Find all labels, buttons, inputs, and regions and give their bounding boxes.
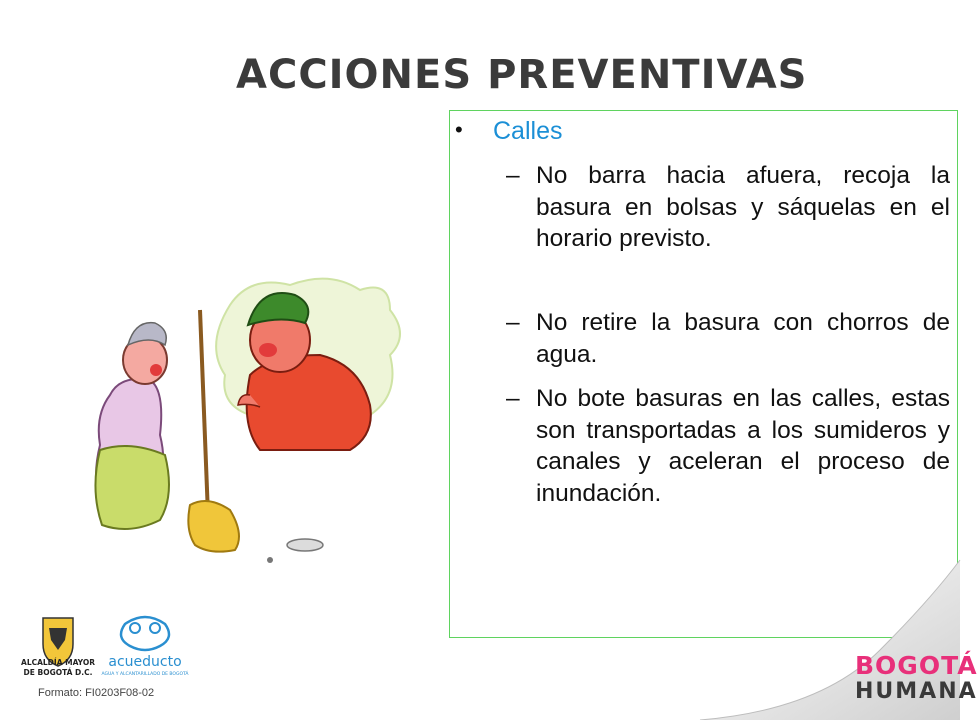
sweeping-illustration: [90, 275, 410, 575]
sub-item-1: [506, 160, 950, 255]
sub-item-text: No bote basuras en las calles, estas son transportadas a los sumideros y canales y aceleran el proceso de inundación.: [536, 385, 950, 507]
footer-logos: [25, 610, 205, 690]
brand-line1: [855, 653, 978, 679]
brand-line1-text: BOGOTÁ: [855, 651, 978, 680]
dash-icon: –: [506, 162, 520, 189]
alcaldia-line1: ALCALDÍA MAYOR: [21, 658, 95, 667]
sub-item-text: No barra hacia afuera, recoja la basura en bolsas y sáquelas en el horario previsto.: [536, 162, 950, 252]
acueducto-sublabel: AGUA Y ALCANTARILLADO DE BOGOTÁ: [101, 672, 189, 677]
alcaldia-line2: DE BOGOTÁ D.C.: [23, 668, 93, 677]
formato-code: Formato: FI0203F08-02: [38, 687, 155, 699]
slide-title: ACCIONES PREVENTIVAS: [236, 52, 808, 98]
brand-line2: [855, 679, 978, 705]
sub-item-text: No retire la basura con chorros de agua.: [536, 309, 950, 368]
bullet-dot-icon: •: [455, 117, 463, 142]
dash-icon: –: [506, 385, 520, 412]
bullet-label: Calles: [493, 117, 563, 145]
bogota-humana-logo: [855, 653, 978, 705]
sub-item-2: [506, 307, 950, 370]
acueducto-label: acueducto: [108, 654, 182, 670]
sub-item-3: [506, 383, 950, 509]
brand-line2-text: HUMANA: [855, 679, 978, 704]
alcaldia-label: [20, 658, 96, 678]
dash-icon: –: [506, 309, 520, 336]
